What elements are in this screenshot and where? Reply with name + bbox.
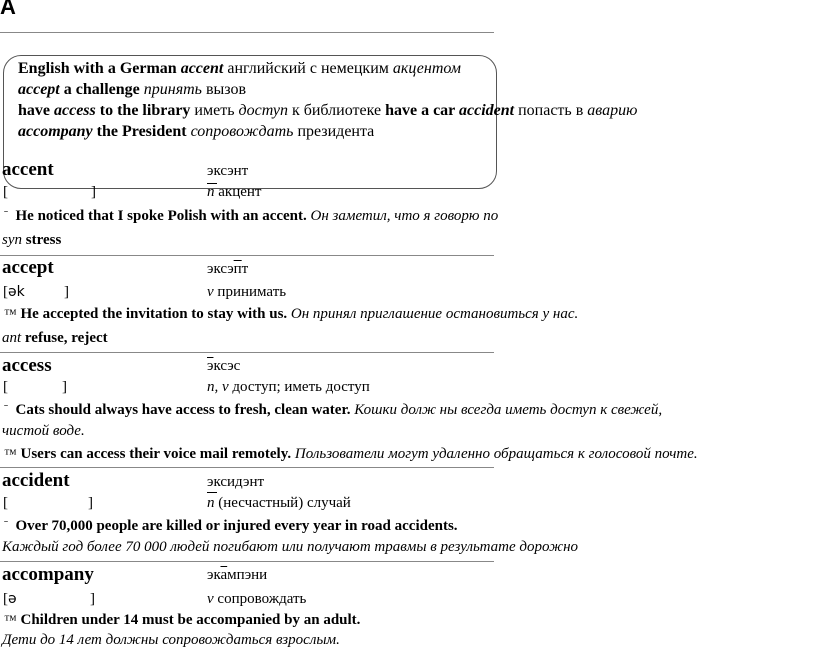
- phrase-line-4: [18, 123, 374, 141]
- entry-accompany-translit: [207, 567, 267, 584]
- entry-accident-example-ru: [2, 539, 578, 556]
- part-of-speech: n, v: [207, 379, 229, 395]
- meaning-text: (несчастный) случай: [214, 495, 351, 511]
- entry-access-meaning: [207, 379, 370, 396]
- translit-text: эксэнт: [207, 163, 249, 179]
- entry-access-example-2: [4, 446, 698, 463]
- translit-text: ксэс: [213, 358, 241, 374]
- entry-access-example-1: [4, 401, 662, 419]
- phrase-3-ru-it-2: аварию: [587, 102, 638, 119]
- translit-text: эк: [207, 567, 221, 583]
- part-of-speech: n: [207, 184, 215, 200]
- note-text: refuse, reject: [21, 330, 108, 346]
- bracket-open: [: [3, 284, 8, 300]
- entry-accept-note: [2, 330, 108, 347]
- meaning-text: доступ; иметь доступ: [228, 379, 370, 395]
- bracket-close: ]: [64, 284, 69, 300]
- example-marker: ™: [4, 306, 17, 321]
- entry-accident-translit: эксидэнт: [207, 474, 265, 490]
- phrase-3-word-2: accident: [459, 102, 515, 119]
- phrase-1-en: English with a German: [18, 60, 181, 77]
- phrase-3-en-a: have: [18, 102, 54, 119]
- entry-accent-word: accent: [2, 159, 54, 180]
- example-ru: Пользователи могут удаленно обращаться к голосовой почте.: [294, 446, 698, 462]
- phrase-1-ru: английский с немецким: [223, 60, 393, 77]
- bracket-open: [: [3, 184, 8, 200]
- entry-accent-note: [2, 232, 61, 249]
- translit-text: т: [241, 261, 249, 277]
- translit-text: эксэ: [207, 261, 234, 277]
- note-label: syn: [2, 232, 22, 248]
- translit-stressed: а: [220, 567, 228, 583]
- bracket-close: ]: [90, 591, 95, 607]
- ipa-text: ə: [8, 591, 17, 607]
- entry-accent-meaning: [207, 184, 261, 201]
- note-label: ant: [2, 330, 22, 346]
- example-ru: Дети до 14 лет должны сопровождаться взрослым.: [2, 632, 340, 648]
- part-of-speech: n: [207, 495, 215, 511]
- phrase-line-1: [18, 60, 461, 78]
- example-ru: чистой воде.: [2, 423, 85, 439]
- entry-accompany-ipa: [3, 591, 17, 608]
- translit-stressed: п: [233, 261, 242, 277]
- phrase-3-word: access: [54, 102, 96, 119]
- phrase-1-word: accent: [180, 60, 224, 77]
- note-text: stress: [22, 232, 62, 248]
- translit-stressed: э: [207, 358, 214, 374]
- entry-divider: [0, 255, 494, 256]
- example-marker: ˉ: [4, 401, 8, 415]
- entry-divider: [0, 467, 494, 468]
- top-rule: [0, 32, 494, 33]
- phrase-3-ru-c: попасть в: [514, 102, 588, 119]
- entry-accent-translit: [207, 163, 248, 180]
- example-marker: ˉ: [4, 207, 8, 221]
- entry-accept-translit: [207, 261, 248, 278]
- part-of-speech: v: [207, 591, 214, 607]
- bracket-close: ]: [62, 379, 67, 395]
- entry-accept-meaning: [207, 284, 286, 301]
- part-of-speech: v: [207, 284, 214, 300]
- example-ru: Он принял приглашение остановиться у нас.: [290, 306, 579, 322]
- phrase-1-ru-it: акцентом: [392, 60, 461, 77]
- example-marker: ˉ: [4, 517, 8, 531]
- entry-accept-word: accept: [2, 257, 54, 278]
- entry-access-translit: [207, 358, 240, 375]
- phrase-3-en-c: have a car: [385, 102, 459, 119]
- phrase-4-word: accompany: [18, 123, 93, 140]
- phrase-2-en: a challenge: [59, 81, 144, 98]
- entry-accompany-word: accompany: [2, 564, 94, 585]
- entry-accompany-example-ru: [2, 632, 340, 649]
- entry-divider: [0, 561, 494, 562]
- entry-accident-meaning: [207, 495, 351, 512]
- translit-text: мпэни: [227, 567, 268, 583]
- meaning-text: акцент: [214, 184, 262, 200]
- entry-access-word: access: [2, 355, 52, 376]
- bracket-close: ]: [88, 495, 93, 511]
- phrase-4-en: the President: [92, 123, 191, 140]
- entry-accompany-meaning: [207, 591, 306, 608]
- entry-accept-example: [4, 306, 578, 323]
- phrase-2-word: accept: [18, 81, 60, 98]
- example-en: Children under 14 must be accompanied by an adult.: [20, 612, 361, 628]
- entry-accompany-example: [4, 612, 360, 629]
- bracket-open: [: [3, 591, 8, 607]
- phrase-2-ru-it: принять: [143, 81, 202, 98]
- example-en: Users can access their voice mail remotely.: [20, 446, 292, 462]
- example-marker: ™: [4, 612, 17, 627]
- phrase-line-2: [18, 81, 246, 99]
- meaning-text: принимать: [213, 284, 287, 300]
- bracket-open: [: [3, 495, 8, 511]
- example-ru: Каждый год более 70 000 людей погибают или получают травмы в результате дорожно: [2, 539, 579, 555]
- example-en: He accepted the invitation to stay with us.: [20, 306, 288, 322]
- bracket-open: [: [3, 379, 8, 395]
- entry-accept-ipa: [3, 284, 25, 301]
- example-marker: ™: [4, 446, 17, 461]
- phrase-2-ru: вызов: [201, 81, 247, 98]
- bracket-close: ]: [91, 184, 96, 200]
- example-en: Cats should always have access to fresh, clean water.: [15, 402, 351, 418]
- phrase-line-3: [18, 102, 637, 120]
- phrase-3-ru-it: доступ: [238, 102, 288, 119]
- entry-access-example-1-cont: [2, 423, 85, 440]
- entry-accent-example: [4, 207, 498, 225]
- phrase-4-ru: президента: [293, 123, 375, 140]
- phrase-4-ru-it: сопровождать: [190, 123, 294, 140]
- entry-accident-example: [4, 517, 458, 535]
- example-en: He noticed that I spoke Polish with an accent.: [15, 208, 307, 224]
- section-letter: A: [0, 0, 16, 19]
- example-ru: Кошки долж ны всегда иметь доступ к свежей,: [354, 402, 663, 418]
- example-en: Over 70,000 people are killed or injured every year in road accidents.: [15, 518, 458, 534]
- example-ru: Он заметил, что я говорю по: [310, 208, 499, 224]
- ipa-text: ək: [8, 284, 25, 300]
- phrase-3-ru-a: иметь: [194, 102, 239, 119]
- meaning-text: сопровождать: [213, 591, 307, 607]
- phrase-3-ru-b: к библиотеке: [287, 102, 386, 119]
- entry-accident-word: accident: [2, 470, 70, 491]
- stress-mark: [207, 492, 217, 493]
- entry-divider: [0, 352, 494, 353]
- phrase-3-en-b: to the library: [95, 102, 195, 119]
